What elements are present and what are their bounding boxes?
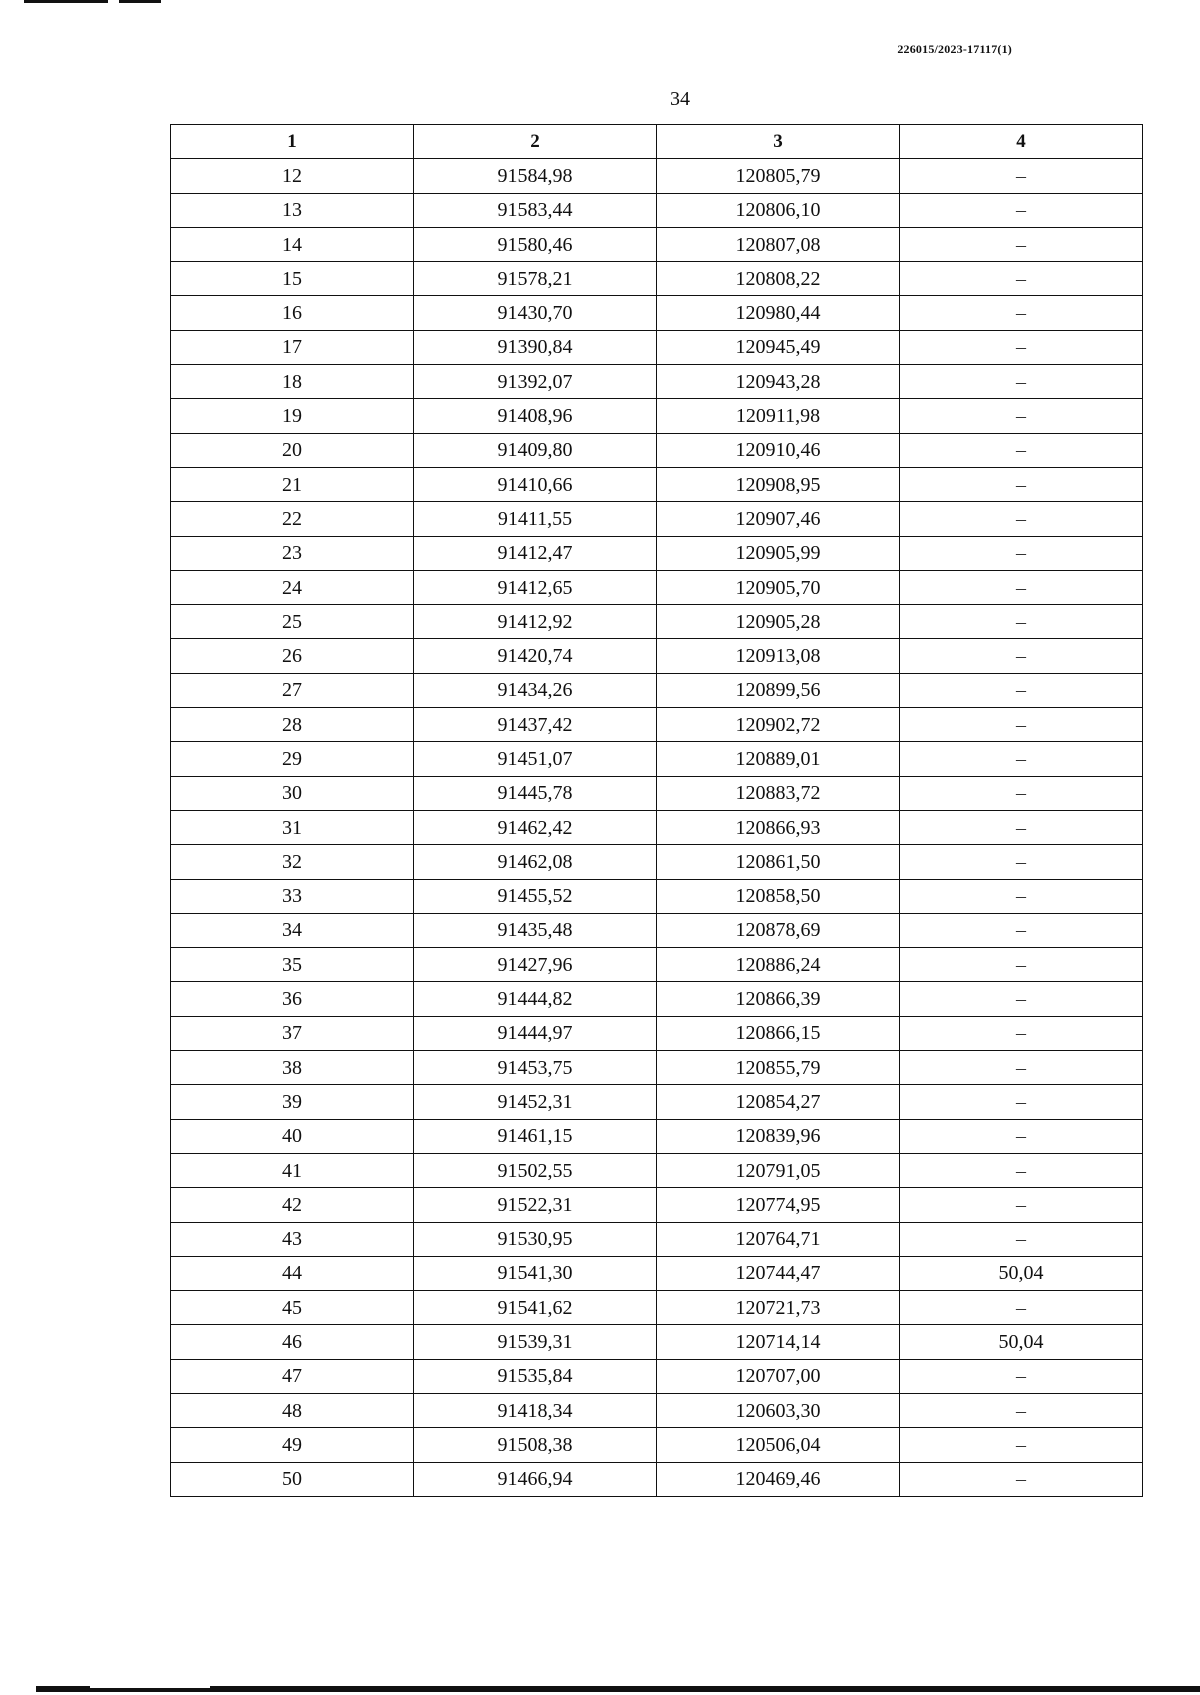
table-cell: 120907,46 xyxy=(657,502,900,536)
table-cell: – xyxy=(900,1291,1143,1325)
table-cell: 91580,46 xyxy=(414,227,657,261)
table-cell: – xyxy=(900,982,1143,1016)
table-cell: 120858,50 xyxy=(657,879,900,913)
table-row xyxy=(171,570,1143,604)
table-row xyxy=(171,296,1143,330)
table-cell: 120911,98 xyxy=(657,399,900,433)
table-cell: – xyxy=(900,227,1143,261)
table-cell: – xyxy=(900,467,1143,501)
table-cell: 91455,52 xyxy=(414,879,657,913)
coordinates-table xyxy=(170,124,1143,1497)
table-cell: 12 xyxy=(171,159,414,193)
table-row xyxy=(171,1256,1143,1290)
table-cell: – xyxy=(900,1153,1143,1187)
table-cell: – xyxy=(900,845,1143,879)
table-row xyxy=(171,1222,1143,1256)
table-row xyxy=(171,1291,1143,1325)
table-cell: – xyxy=(900,1462,1143,1496)
table-cell: 91444,82 xyxy=(414,982,657,1016)
table-cell: 120839,96 xyxy=(657,1119,900,1153)
table-row xyxy=(171,913,1143,947)
table-cell: 91418,34 xyxy=(414,1393,657,1427)
table-cell: 20 xyxy=(171,433,414,467)
table-cell: 15 xyxy=(171,262,414,296)
table-row xyxy=(171,1428,1143,1462)
table-cell: 48 xyxy=(171,1393,414,1427)
table-cell: 42 xyxy=(171,1188,414,1222)
table-row xyxy=(171,227,1143,261)
table-row xyxy=(171,1188,1143,1222)
table-cell: 120707,00 xyxy=(657,1359,900,1393)
table-cell: 22 xyxy=(171,502,414,536)
table-cell: 120854,27 xyxy=(657,1085,900,1119)
table-cell: 120861,50 xyxy=(657,845,900,879)
table-row xyxy=(171,502,1143,536)
table-cell: 16 xyxy=(171,296,414,330)
table-cell: 38 xyxy=(171,1051,414,1085)
table-cell: 120774,95 xyxy=(657,1188,900,1222)
table-cell: 120764,71 xyxy=(657,1222,900,1256)
table-row xyxy=(171,399,1143,433)
table-header-row xyxy=(171,125,1143,159)
table-row xyxy=(171,845,1143,879)
table-cell: 91435,48 xyxy=(414,913,657,947)
table-cell: 91392,07 xyxy=(414,365,657,399)
table-cell: 120883,72 xyxy=(657,776,900,810)
table-cell: 120808,22 xyxy=(657,262,900,296)
table-cell: 120806,10 xyxy=(657,193,900,227)
table-cell: – xyxy=(900,1428,1143,1462)
table-row xyxy=(171,1359,1143,1393)
table-cell: 120744,47 xyxy=(657,1256,900,1290)
table-cell: 28 xyxy=(171,708,414,742)
table-cell: – xyxy=(900,605,1143,639)
table-cell: 120721,73 xyxy=(657,1291,900,1325)
table-cell: 120855,79 xyxy=(657,1051,900,1085)
table-cell: – xyxy=(900,399,1143,433)
table-cell: 27 xyxy=(171,673,414,707)
table-cell: 91584,98 xyxy=(414,159,657,193)
table-cell: 120878,69 xyxy=(657,913,900,947)
table-cell: – xyxy=(900,536,1143,570)
table-cell: – xyxy=(900,1051,1143,1085)
table-cell: 91462,08 xyxy=(414,845,657,879)
table-cell: 91535,84 xyxy=(414,1359,657,1393)
table-cell: 120905,70 xyxy=(657,570,900,604)
table-cell: 35 xyxy=(171,948,414,982)
table-cell: 91408,96 xyxy=(414,399,657,433)
table-cell: 91410,66 xyxy=(414,467,657,501)
table-row xyxy=(171,1051,1143,1085)
table-cell: 47 xyxy=(171,1359,414,1393)
table-row xyxy=(171,982,1143,1016)
bottom-border-line xyxy=(36,1686,1200,1692)
table-cell: 39 xyxy=(171,1085,414,1119)
table-cell: 18 xyxy=(171,365,414,399)
column-header: 2 xyxy=(414,125,657,159)
table-cell: 50,04 xyxy=(900,1256,1143,1290)
table-cell: 120506,04 xyxy=(657,1428,900,1462)
table-cell: 34 xyxy=(171,913,414,947)
table-cell: – xyxy=(900,879,1143,913)
table-cell: 91541,62 xyxy=(414,1291,657,1325)
table-cell: 91502,55 xyxy=(414,1153,657,1187)
table-cell: – xyxy=(900,330,1143,364)
table-cell: 91412,92 xyxy=(414,605,657,639)
table-cell: 50 xyxy=(171,1462,414,1496)
table-cell: 91411,55 xyxy=(414,502,657,536)
table-cell: – xyxy=(900,673,1143,707)
table-row xyxy=(171,193,1143,227)
table-cell: 91452,31 xyxy=(414,1085,657,1119)
table-cell: 120980,44 xyxy=(657,296,900,330)
table-cell: 91437,42 xyxy=(414,708,657,742)
table-row xyxy=(171,673,1143,707)
table-cell: 32 xyxy=(171,845,414,879)
table-cell: – xyxy=(900,502,1143,536)
table-cell: – xyxy=(900,1016,1143,1050)
table-cell: – xyxy=(900,365,1143,399)
table-cell: 91444,97 xyxy=(414,1016,657,1050)
table-row xyxy=(171,1393,1143,1427)
table-cell: 120943,28 xyxy=(657,365,900,399)
table-cell: 46 xyxy=(171,1325,414,1359)
table-row xyxy=(171,159,1143,193)
table-cell: – xyxy=(900,1359,1143,1393)
table-row xyxy=(171,879,1143,913)
table-cell: – xyxy=(900,1222,1143,1256)
table-row xyxy=(171,605,1143,639)
table-cell: 120905,28 xyxy=(657,605,900,639)
table-cell: 91434,26 xyxy=(414,673,657,707)
table-cell: – xyxy=(900,1085,1143,1119)
table-row xyxy=(171,1325,1143,1359)
table-cell: 120866,15 xyxy=(657,1016,900,1050)
table-row xyxy=(171,948,1143,982)
table-cell: 91412,47 xyxy=(414,536,657,570)
table-row xyxy=(171,365,1143,399)
table-cell: 120886,24 xyxy=(657,948,900,982)
column-header: 3 xyxy=(657,125,900,159)
table-cell: – xyxy=(900,159,1143,193)
table-cell: 91578,21 xyxy=(414,262,657,296)
table-row xyxy=(171,1016,1143,1050)
table-cell: 24 xyxy=(171,570,414,604)
table-cell: 91508,38 xyxy=(414,1428,657,1462)
table-row xyxy=(171,1119,1143,1153)
table-cell: – xyxy=(900,193,1143,227)
table-cell: 23 xyxy=(171,536,414,570)
table-cell: 91445,78 xyxy=(414,776,657,810)
table-cell: 91453,75 xyxy=(414,1051,657,1085)
table-cell: 91530,95 xyxy=(414,1222,657,1256)
table-row xyxy=(171,1462,1143,1496)
table-cell: 91451,07 xyxy=(414,742,657,776)
table-cell: 120714,14 xyxy=(657,1325,900,1359)
table-cell: 31 xyxy=(171,810,414,844)
column-header: 1 xyxy=(171,125,414,159)
table-row xyxy=(171,776,1143,810)
table-cell: – xyxy=(900,742,1143,776)
table-cell: 120913,08 xyxy=(657,639,900,673)
table-row xyxy=(171,1153,1143,1187)
table-cell: 25 xyxy=(171,605,414,639)
table-cell: 120889,01 xyxy=(657,742,900,776)
table-cell: 120603,30 xyxy=(657,1393,900,1427)
table-row xyxy=(171,742,1143,776)
table-cell: 50,04 xyxy=(900,1325,1143,1359)
table-cell: – xyxy=(900,1393,1143,1427)
table-cell: – xyxy=(900,948,1143,982)
table-cell: 91430,70 xyxy=(414,296,657,330)
table-cell: – xyxy=(900,639,1143,673)
table-cell: – xyxy=(900,262,1143,296)
table-cell: 91539,31 xyxy=(414,1325,657,1359)
table-cell: 14 xyxy=(171,227,414,261)
table-cell: 33 xyxy=(171,879,414,913)
table-cell: 19 xyxy=(171,399,414,433)
table-cell: 43 xyxy=(171,1222,414,1256)
table-cell: 91390,84 xyxy=(414,330,657,364)
table-cell: 41 xyxy=(171,1153,414,1187)
table-cell: 120908,95 xyxy=(657,467,900,501)
table-cell: 120805,79 xyxy=(657,159,900,193)
table-cell: 91583,44 xyxy=(414,193,657,227)
table-cell: 120791,05 xyxy=(657,1153,900,1187)
table-cell: 26 xyxy=(171,639,414,673)
table-cell: 30 xyxy=(171,776,414,810)
table-cell: 120910,46 xyxy=(657,433,900,467)
table-cell: 29 xyxy=(171,742,414,776)
table-cell: 40 xyxy=(171,1119,414,1153)
table-cell: 91462,42 xyxy=(414,810,657,844)
table-cell: – xyxy=(900,570,1143,604)
table-cell: 120807,08 xyxy=(657,227,900,261)
table-cell: – xyxy=(900,296,1143,330)
table-cell: – xyxy=(900,708,1143,742)
table-row xyxy=(171,536,1143,570)
table-cell: 120899,56 xyxy=(657,673,900,707)
table-cell: 120866,39 xyxy=(657,982,900,1016)
column-header: 4 xyxy=(900,125,1143,159)
table-cell: 13 xyxy=(171,193,414,227)
table-row xyxy=(171,433,1143,467)
table-cell: 91427,96 xyxy=(414,948,657,982)
table-cell: 91409,80 xyxy=(414,433,657,467)
table-cell: – xyxy=(900,810,1143,844)
table-row xyxy=(171,639,1143,673)
table-cell: 37 xyxy=(171,1016,414,1050)
table-cell: 120905,99 xyxy=(657,536,900,570)
table-cell: 91420,74 xyxy=(414,639,657,673)
table-cell: 45 xyxy=(171,1291,414,1325)
table-row xyxy=(171,810,1143,844)
table-cell: – xyxy=(900,1119,1143,1153)
table-row xyxy=(171,1085,1143,1119)
table-row xyxy=(171,708,1143,742)
table-cell: 49 xyxy=(171,1428,414,1462)
table-cell: 36 xyxy=(171,982,414,1016)
table-cell: 91541,30 xyxy=(414,1256,657,1290)
table-cell: – xyxy=(900,776,1143,810)
table-cell: 21 xyxy=(171,467,414,501)
table-body xyxy=(171,159,1143,1497)
table-cell: – xyxy=(900,433,1143,467)
table-cell: 91461,15 xyxy=(414,1119,657,1153)
table-cell: 44 xyxy=(171,1256,414,1290)
document-reference: 226015/2023-17117(1) xyxy=(897,42,1012,56)
table-cell: 91412,65 xyxy=(414,570,657,604)
table-cell: 120866,93 xyxy=(657,810,900,844)
table-cell: – xyxy=(900,913,1143,947)
table-row xyxy=(171,330,1143,364)
table-cell: 120469,46 xyxy=(657,1462,900,1496)
page-number: 34 xyxy=(670,88,690,110)
table-cell: 120945,49 xyxy=(657,330,900,364)
table-row xyxy=(171,467,1143,501)
scan-corner-mark xyxy=(24,0,134,3)
table-row xyxy=(171,262,1143,296)
table-cell: 91522,31 xyxy=(414,1188,657,1222)
table-cell: 120902,72 xyxy=(657,708,900,742)
table-cell: – xyxy=(900,1188,1143,1222)
table-cell: 17 xyxy=(171,330,414,364)
table-cell: 91466,94 xyxy=(414,1462,657,1496)
